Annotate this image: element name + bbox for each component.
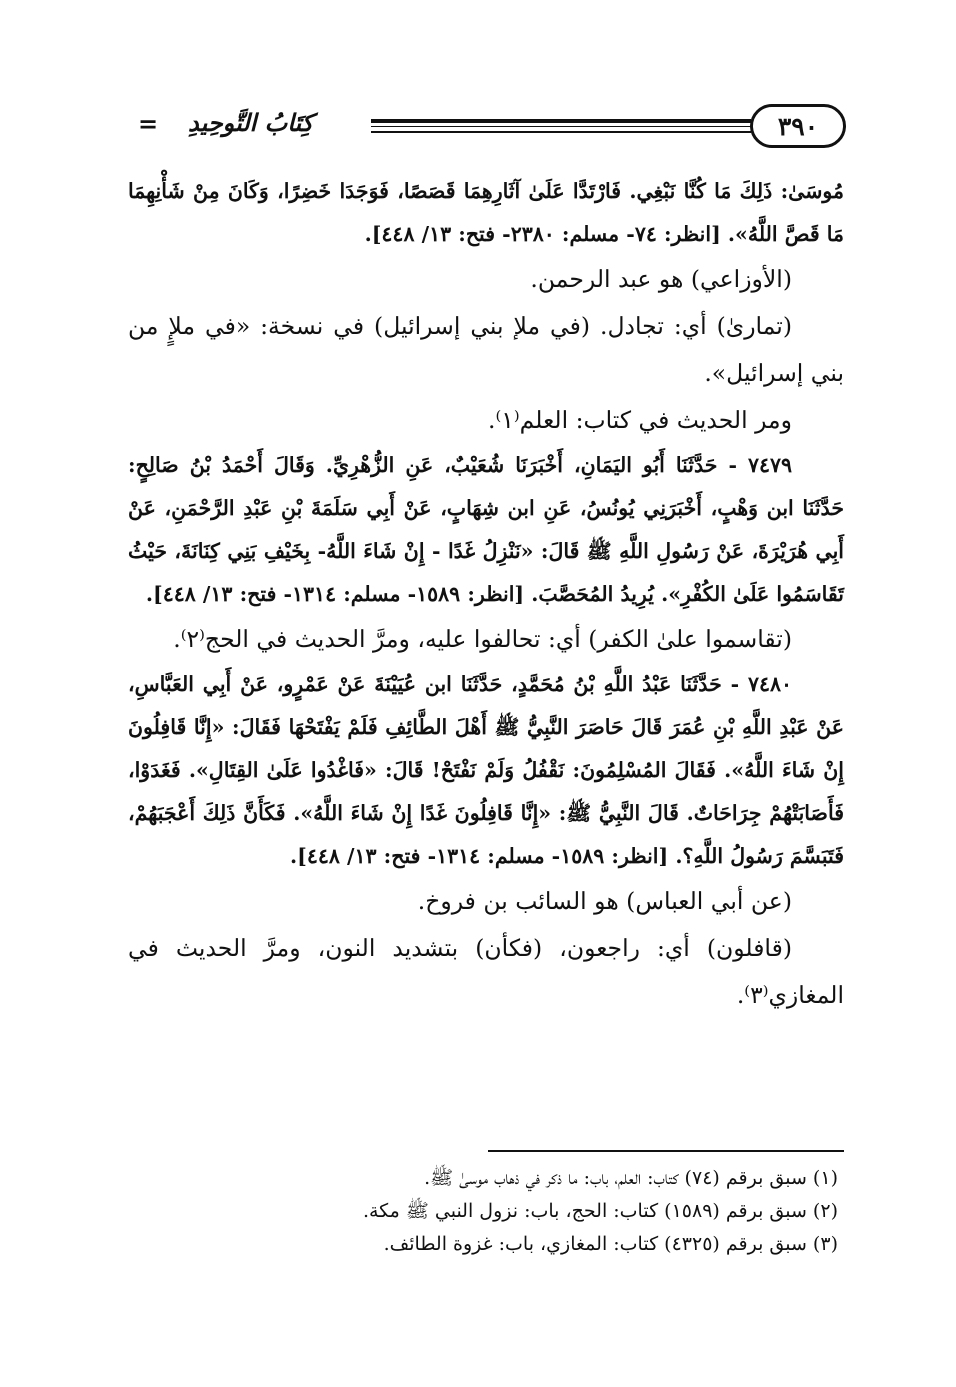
page-header (130, 104, 846, 154)
paragraph-commentary: (الأوزاعي) هو عبد الرحمن. (530, 265, 792, 293)
main-text (128, 170, 844, 1019)
footnote-2: (٢) سبق برقم (١٥٨٩) كتاب: الحج، باب: نزول النبي ﷺ مكة. (362, 1200, 838, 1222)
paragraph-commentary: (عن أبي العباس) هو السائب بن فروخ. (417, 887, 792, 915)
footnote-1: (١) سبق برقم (٧٤) كتاب: العلم، باب: ما ذكر في ذهاب موسىٰ ﷺ. (424, 1167, 838, 1189)
footnote-divider (488, 1150, 844, 1152)
paragraph-commentary: (تقاسموا علىٰ الكفر) أي: تحالفوا عليه، ومرَّ الحديث في الحج⁽٢⁾. (173, 625, 792, 653)
book-title: كِتَابُ التَّوحِيدِ (188, 108, 314, 137)
paragraph-hadith-continuation: مُوسَىٰ: ذَلِكَ مَا كُنَّا نَبْغِي. فَارْتَدَّا عَلَىٰ آثَارِهِمَا قَصَصًا، فَوَجَدَا خَضِرًا، وَكَانَ مِنْ شَأْنِهِمَا مَا قَصَّ اللَّهُ». [انظر: ٧٤- مسلم: ٢٣٨٠- فتح: ١٣/ ٤٤٨]. (128, 179, 844, 246)
footnote-3: (٣) سبق برقم (٤٣٢٥) كتاب: المغازي، باب: غزوة الطائف. (383, 1233, 838, 1255)
page-number: ٣٩٠ (750, 104, 846, 148)
header-rule (371, 119, 751, 133)
footnotes (138, 1162, 838, 1261)
paragraph-hadith-7479: ٧٤٧٩ - حَدَّثَنَا أَبُو اليَمَانِ، أَخْبَرَنَا شُعَيْبٌ، عَنِ الزُّهْرِيِّ. وَقَالَ أَحْمَدُ بْنُ صَالِحٍ: حَدَّثَنَا ابن وَهْبٍ، أَخْبَرَنِي يُونُسُ، عَنِ ابن شِهَابٍ، عَنْ أَبِي سَلَمَةَ بْنِ عَبْدِ الرَّحْمَنِ، عَنْ أَبِي هُرَيْرَةَ، عَنْ رَسُولِ اللَّهِ ﷺ قَالَ: «نَنْزِلُ غَدًا - إِنْ شَاءَ اللَّهُ- بِخَيْفِ بَنِي كِنَانَةَ، حَيْثُ تَقَاسَمُوا عَلَىٰ الكُفْرِ». يُرِيدُ المُحَصَّبَ. [انظر: ١٥٨٩- مسلم: ١٣١٤- فتح: ١٣/ ٤٤٨]. (128, 453, 844, 606)
header-mark: = (138, 109, 159, 138)
paragraph-hadith-7480: ٧٤٨٠ - حَدَّثَنَا عَبْدُ اللَّهِ بْنُ مُحَمَّدٍ، حَدَّثَنَا ابن عُيَيْنَةَ عَنْ عَمْرٍو، عَنْ أَبِي العَبَّاسِ، عَنْ عَبْدِ اللَّهِ بْنِ عُمَرَ قَالَ حَاصَرَ النَّبِيُّ ﷺ أَهْلَ الطَّائِفِ فَلَمْ يَفْتَحْهَا فَقَالَ: «إِنَّا قَافِلُونَ إِنْ شَاءَ اللَّهُ». فَقَالَ المُسْلِمُونَ: نَقْفُلُ وَلَمْ نَفْتَحْ! قَالَ: «فَاغْدُوا عَلَىٰ القِتَالِ». فَغَدَوْا، فَأَصَابَتْهُمْ جِرَاحَاتٌ. قَالَ النَّبِيُّ ﷺ: «إِنَّا قَافِلُونَ غَدًا إِنْ شَاءَ اللَّهُ». فَكَأَنَّ ذَلِكَ أَعْجَبَهُمْ، فَتَبَسَّمَ رَسُولُ اللَّهِ؟. [انظر: ١٥٨٩- مسلم: ١٣١٤- فتح: ١٣/ ٤٤٨]. (128, 672, 844, 868)
paragraph-commentary: (قافلون) أي: راجعون، (فكأن) بتشديد النون، ومرَّ الحديث في المغازي⁽٣⁾. (128, 934, 844, 1009)
paragraph-commentary: ومر الحديث في كتاب: العلم⁽١⁾. (488, 406, 792, 434)
paragraph-commentary: (تماریٰ) أي: تجادل. (في ملإ بني إسرائيل) في نسخة: «في ملإٍ من بني إسرائيل». (128, 312, 844, 387)
